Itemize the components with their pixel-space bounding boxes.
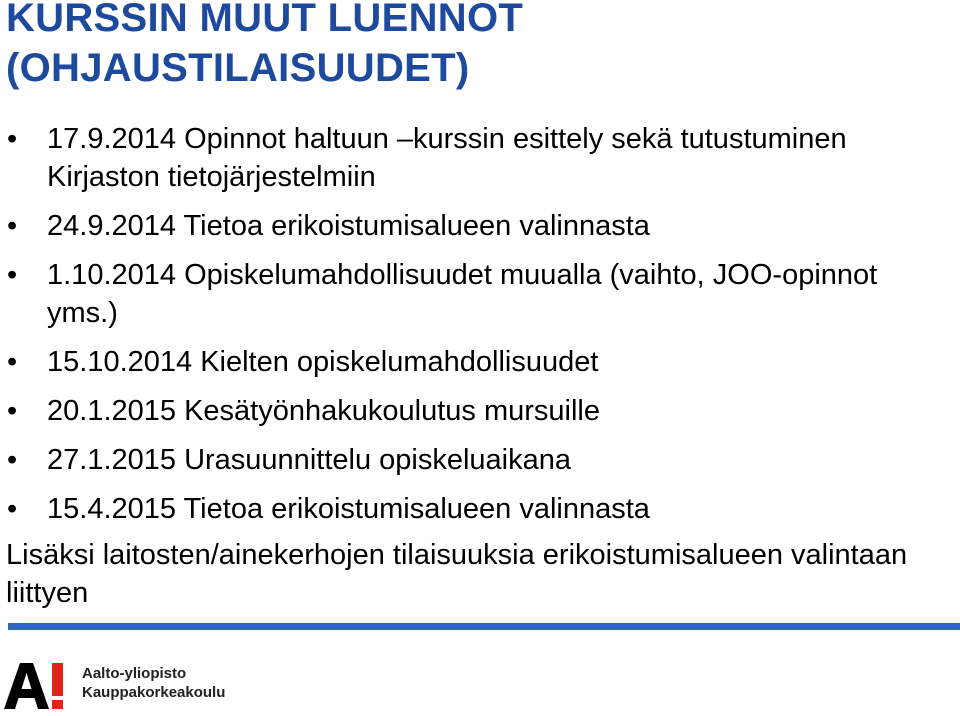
list-item-text: 1.10.2014 Opiskelumahdollisuudet muualla (vaihto, JOO-opinnot yms.) bbox=[47, 259, 878, 329]
list-item-text: 15.4.2015 Tietoa erikoistumisalueen valinnasta bbox=[47, 493, 650, 525]
slide-title-line-1: KURSSIN MUUT LUENNOT bbox=[6, 0, 524, 40]
bullet-marker: • bbox=[7, 259, 18, 291]
list-item bbox=[0, 207, 907, 245]
bullet-marker: • bbox=[7, 493, 18, 525]
slide-title-line-2: (OHJAUSTILAISUUDET) bbox=[6, 46, 470, 90]
list-item bbox=[0, 256, 907, 332]
list-item bbox=[0, 490, 907, 528]
list-item-text: 27.1.2015 Urasuunnittelu opiskeluaikana bbox=[47, 444, 571, 476]
bullet-marker: • bbox=[7, 210, 18, 242]
aalto-a-exclamation-logo-icon bbox=[4, 662, 66, 710]
bullet-marker: • bbox=[7, 346, 18, 378]
list-item bbox=[0, 441, 907, 479]
additional-info-text: Lisäksi laitosten/ainekerhojen tilaisuuksia erikoistumisalueen valintaan liittyen bbox=[6, 539, 908, 609]
list-item bbox=[0, 343, 907, 381]
logo-university-name: Aalto-yliopisto bbox=[82, 665, 187, 682]
slide-title bbox=[6, 0, 523, 93]
logo-wordmark bbox=[82, 664, 225, 702]
schedule-list bbox=[0, 120, 907, 536]
list-item-text: 20.1.2015 Kesätyönhakukoulutus mursuille bbox=[47, 395, 600, 427]
bullet-marker: • bbox=[7, 395, 18, 427]
logo-school-name: Kauppakorkeakoulu bbox=[82, 684, 226, 701]
list-item bbox=[0, 392, 907, 430]
list-item-text: 17.9.2014 Opinnot haltuun –kurssin esittely sekä tutustuminen Kirjaston tietojärjestelmiin bbox=[47, 123, 847, 193]
list-item-text: 24.9.2014 Tietoa erikoistumisalueen valinnasta bbox=[47, 210, 650, 242]
list-item-text: 15.10.2014 Kielten opiskelumahdollisuudet bbox=[47, 346, 599, 378]
bullet-marker: • bbox=[7, 444, 18, 476]
list-item bbox=[0, 120, 907, 196]
bullet-marker: • bbox=[7, 123, 18, 155]
footer-divider bbox=[8, 623, 960, 630]
